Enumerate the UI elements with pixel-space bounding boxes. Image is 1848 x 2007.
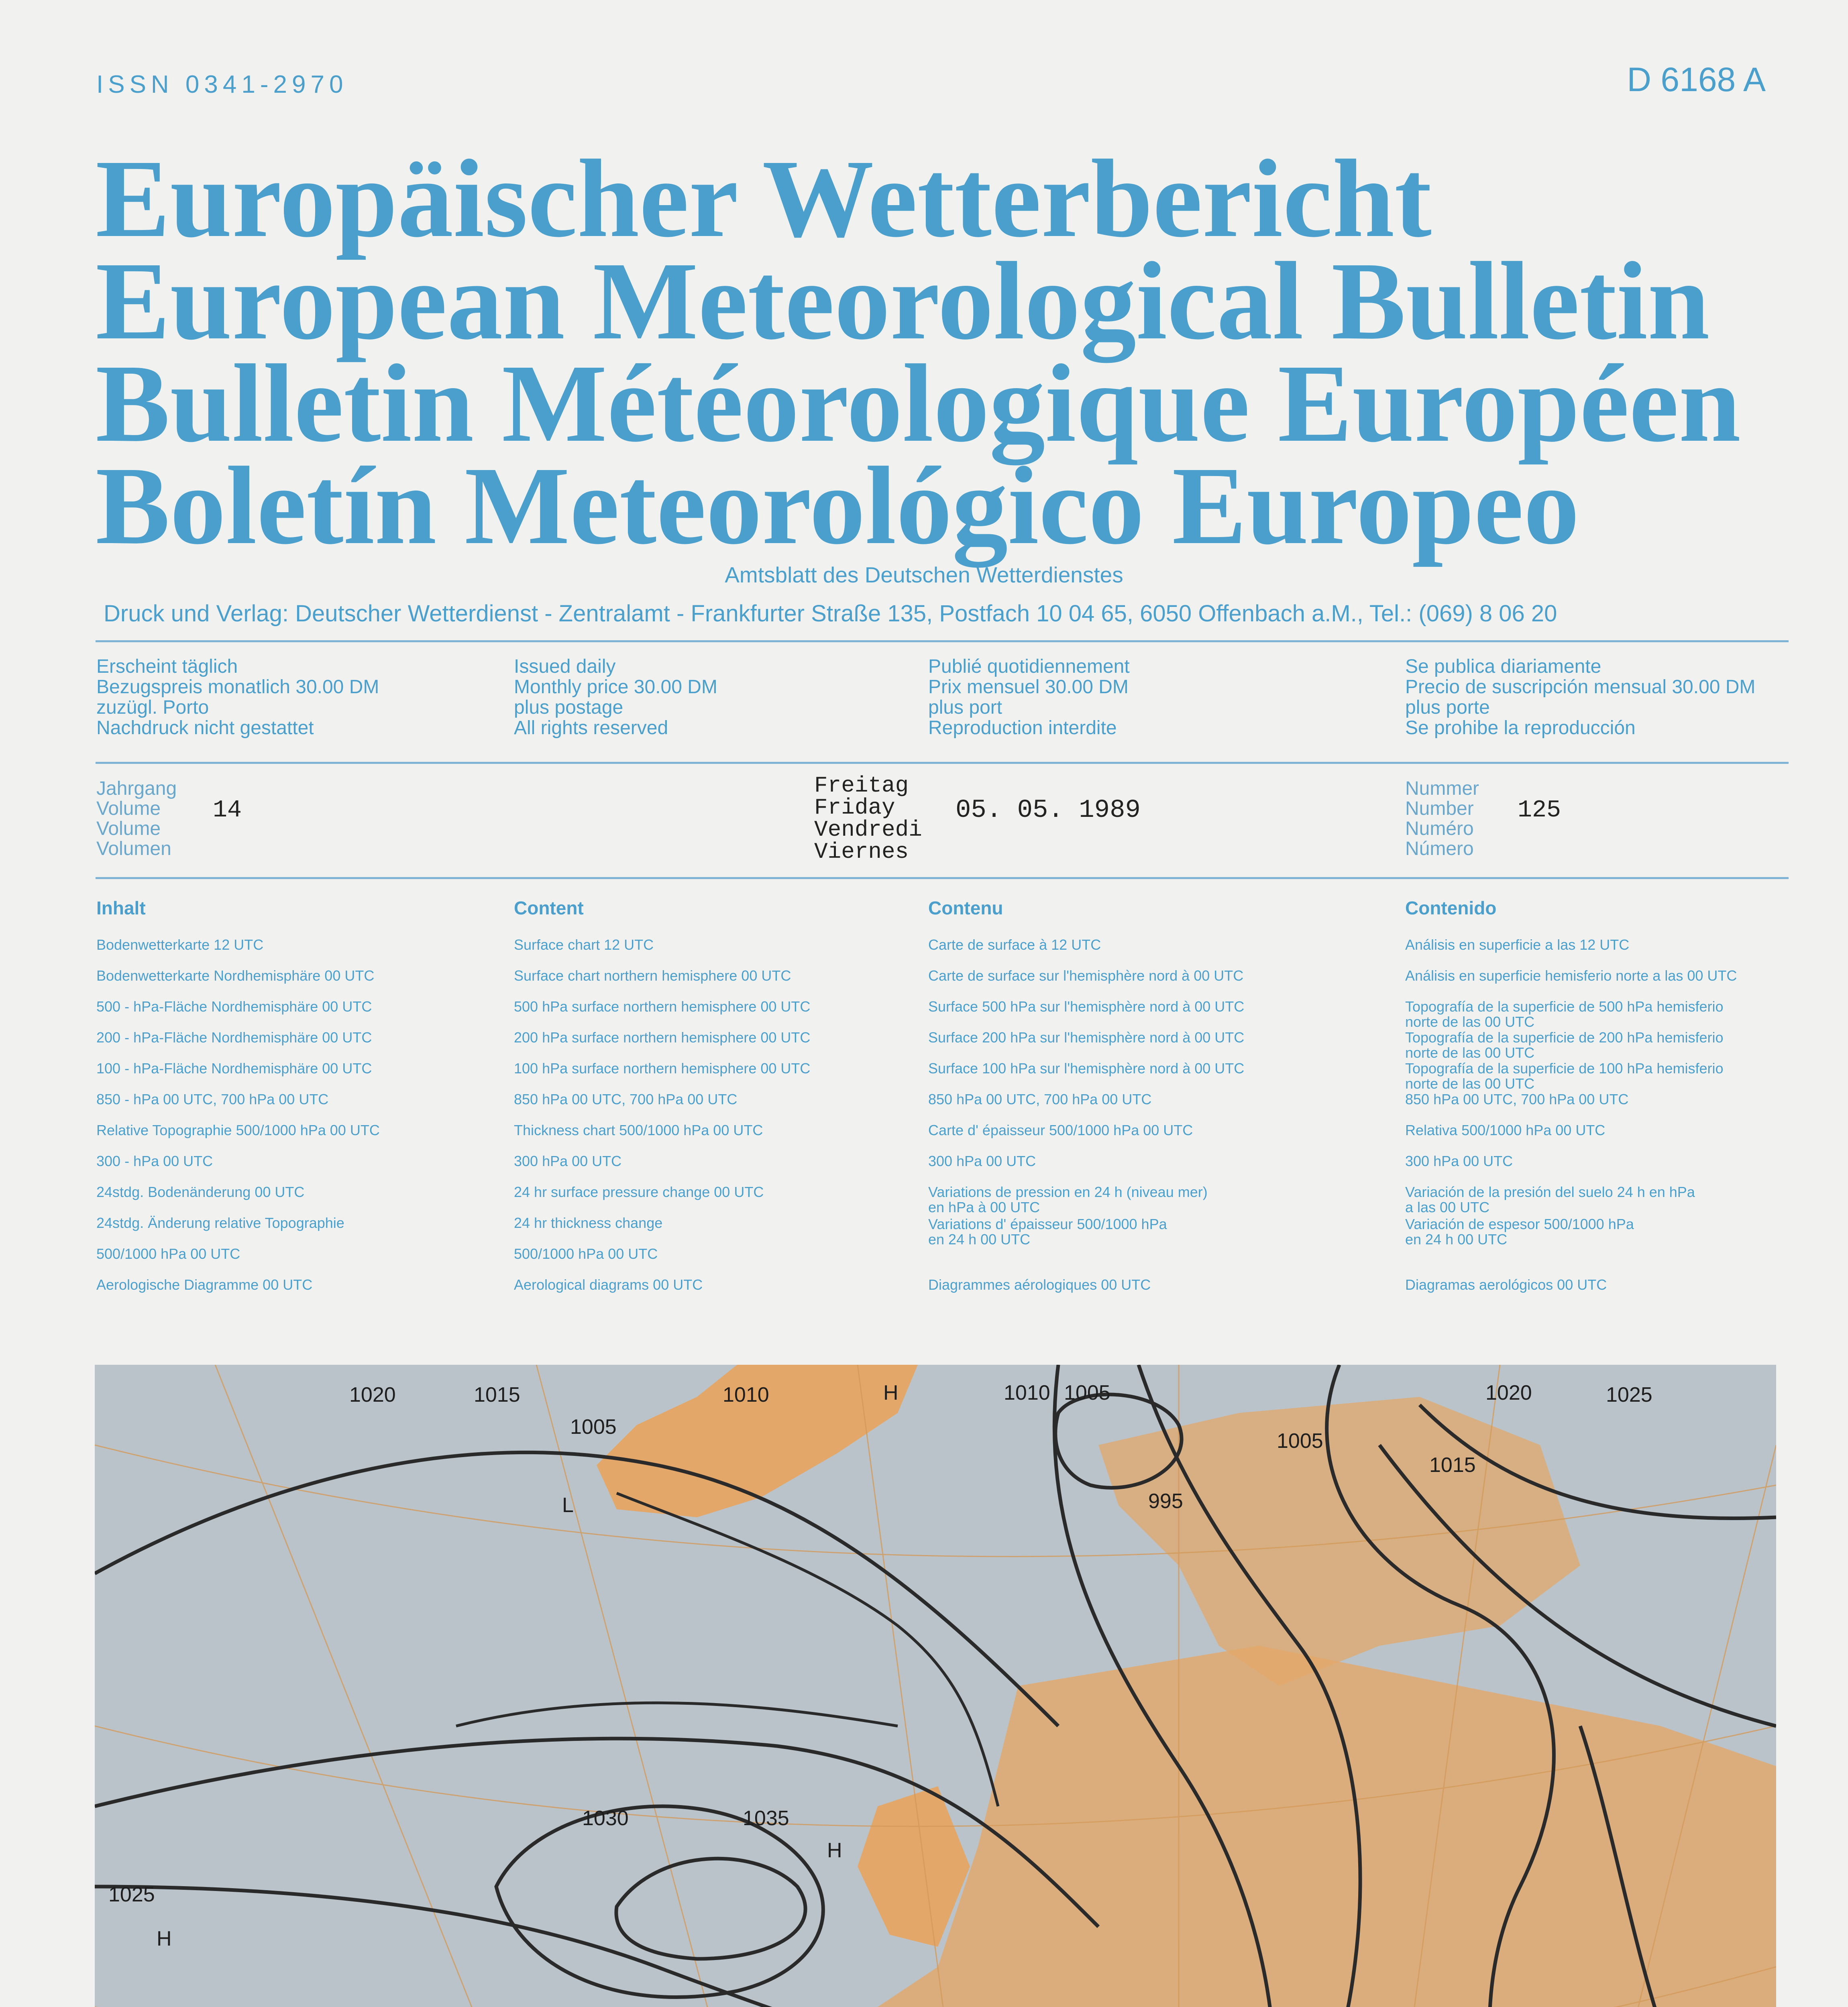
scandinavia-land	[1098, 1397, 1580, 1686]
toc-item-spanish: Topografía de la superficie de 100 hPa hemisferio norte de las 00 UTC	[1405, 1060, 1724, 1092]
isobar-label: 1030	[582, 1807, 629, 1830]
toc-item-english: 24 hr thickness change	[514, 1215, 663, 1231]
isobar-label: 1015	[474, 1383, 520, 1407]
toc-item-english: 100 hPa surface northern hemisphere 00 UTC	[514, 1060, 811, 1077]
toc-item-english: Thickness chart 500/1000 hPa 00 UTC	[514, 1122, 763, 1138]
isobar-label: 1020	[1485, 1381, 1532, 1404]
info-english: Issued daily Monthly price 30.00 DM plus postage All rights reserved	[514, 656, 717, 739]
toc-item-spanish: Variación de espesor 500/1000 hPa en 24 h 00 UTC	[1405, 1216, 1634, 1248]
toc-item-english: 24 hr surface pressure change 00 UTC	[514, 1184, 764, 1200]
number-value: 125	[1518, 797, 1561, 824]
map-drawing	[95, 1365, 1776, 2007]
isobar-label: H	[827, 1839, 842, 1862]
volume-value: 14	[213, 797, 242, 824]
isobar-label: 1005	[570, 1415, 617, 1439]
toc-item-english: Aerological diagrams 00 UTC	[514, 1276, 703, 1293]
toc-item-french: 850 hPa 00 UTC, 700 hPa 00 UTC	[928, 1091, 1152, 1107]
date: 05. 05. 1989	[956, 796, 1141, 825]
surface-chart-map	[95, 1365, 1776, 2007]
toc-item-german: 500/1000 hPa 00 UTC	[96, 1246, 240, 1262]
title-french: Bulletin Météorologique Européen	[96, 342, 1741, 465]
toc-item-spanish: Análisis en superficie a las 12 UTC	[1405, 936, 1630, 953]
toc-item-spanish: Análisis en superficie hemisferio norte a las 00 UTC	[1405, 967, 1737, 984]
toc-item-english: 300 hPa 00 UTC	[514, 1153, 622, 1169]
toc-item-german: 24stdg. Änderung relative Topographie	[96, 1215, 344, 1231]
isobar-label: 1025	[1606, 1383, 1652, 1407]
contents-heading-german: Inhalt	[96, 898, 146, 918]
isobar-label: 1025	[108, 1883, 155, 1906]
title-spanish: Boletín Meteorológico Europeo	[96, 444, 1579, 568]
isobar-label: H	[157, 1927, 172, 1950]
divider	[96, 762, 1789, 764]
toc-item-french: Surface 100 hPa sur l'hemisphère nord à 00 UTC	[928, 1060, 1245, 1077]
volume-label: Jahrgang Volume Volume Volumen	[96, 778, 177, 859]
toc-item-english: 500/1000 hPa 00 UTC	[514, 1246, 658, 1262]
contents-heading-english: Content	[514, 898, 584, 918]
toc-item-german: 500 - hPa-Fläche Nordhemisphäre 00 UTC	[96, 998, 372, 1015]
toc-item-spanish: Relativa 500/1000 hPa 00 UTC	[1405, 1122, 1606, 1138]
toc-item-spanish: Diagramas aerológicos 00 UTC	[1405, 1276, 1607, 1293]
toc-item-german: 850 - hPa 00 UTC, 700 hPa 00 UTC	[96, 1091, 329, 1107]
issn: ISSN 0341-2970	[96, 71, 348, 98]
toc-item-german: 24stdg. Bodenänderung 00 UTC	[96, 1184, 305, 1200]
toc-item-english: 200 hPa surface northern hemisphere 00 UTC	[514, 1029, 811, 1046]
isobar-label: 995	[1148, 1490, 1183, 1513]
contents-heading-french: Contenu	[928, 898, 1003, 918]
toc-item-spanish: 300 hPa 00 UTC	[1405, 1153, 1513, 1169]
publisher-line: Druck und Verlag: Deutscher Wetterdienst - Zentralamt - Frankfurter Straße 135, Postfach 10 04 65, 6050 Offenbach a.M., Tel.: (069) 8 06 20	[104, 600, 1557, 627]
toc-item-english: Surface chart northern hemisphere 00 UTC	[514, 967, 791, 984]
toc-item-spanish: Topografía de la superficie de 500 hPa hemisferio norte de las 00 UTC	[1405, 998, 1724, 1030]
toc-item-german: 300 - hPa 00 UTC	[96, 1153, 213, 1169]
isobar-label: 1005	[1277, 1429, 1323, 1453]
toc-item-german: 200 - hPa-Fläche Nordhemisphäre 00 UTC	[96, 1029, 372, 1046]
title-english: European Meteorological Bulletin	[96, 239, 1710, 363]
divider	[96, 877, 1789, 879]
title-german: Europäischer Wetterbericht	[96, 137, 1432, 261]
number-label: Nummer Number Numéro Número	[1405, 778, 1479, 859]
toc-item-french: 300 hPa 00 UTC	[928, 1153, 1036, 1169]
toc-item-german: Aerologische Diagramme 00 UTC	[96, 1276, 313, 1293]
toc-item-french: Carte d' épaisseur 500/1000 hPa 00 UTC	[928, 1122, 1193, 1138]
toc-item-spanish: Variación de la presión del suelo 24 h en hPa a las 00 UTC	[1405, 1184, 1695, 1215]
isobar-label: 1035	[743, 1807, 789, 1830]
isobar-label: 1010	[723, 1383, 769, 1407]
publication-code: D 6168 A	[1627, 61, 1766, 98]
toc-item-french: Carte de surface sur l'hemisphère nord à 00 UTC	[928, 967, 1244, 984]
toc-item-french: Carte de surface à 12 UTC	[928, 936, 1101, 953]
day-label: Freitag Friday Vendredi Viernes	[814, 773, 922, 865]
toc-item-english: 500 hPa surface northern hemisphere 00 UTC	[514, 998, 811, 1015]
info-french: Publié quotidiennement Prix mensuel 30.00 DM plus port Reproduction interdite	[928, 656, 1130, 739]
toc-item-spanish: Topografía de la superficie de 200 hPa hemisferio norte de las 00 UTC	[1405, 1029, 1724, 1061]
toc-item-french: Surface 200 hPa sur l'hemisphère nord à 00 UTC	[928, 1029, 1245, 1046]
toc-item-spanish: 850 hPa 00 UTC, 700 hPa 00 UTC	[1405, 1091, 1629, 1107]
toc-item-french: Surface 500 hPa sur l'hemisphère nord à 00 UTC	[928, 998, 1245, 1015]
toc-item-german: Relative Topographie 500/1000 hPa 00 UTC	[96, 1122, 380, 1138]
toc-item-german: Bodenwetterkarte 12 UTC	[96, 936, 264, 953]
toc-item-german: 100 - hPa-Fläche Nordhemisphäre 00 UTC	[96, 1060, 372, 1077]
isobar-label: L	[562, 1494, 574, 1517]
toc-item-french: Variations d' épaisseur 500/1000 hPa en 24 h 00 UTC	[928, 1216, 1167, 1248]
info-german: Erscheint täglich Bezugspreis monatlich 30.00 DM zuzügl. Porto Nachdruck nicht gestattet	[96, 656, 379, 739]
isobar-label: 1010	[1004, 1381, 1050, 1404]
isobar-label: 1020	[349, 1383, 396, 1407]
toc-item-english: Surface chart 12 UTC	[514, 936, 654, 953]
isobar-label: 1005	[1064, 1381, 1110, 1404]
toc-item-english: 850 hPa 00 UTC, 700 hPa 00 UTC	[514, 1091, 738, 1107]
divider	[96, 640, 1789, 642]
toc-item-french: Variations de pression en 24 h (niveau mer) en hPa à 00 UTC	[928, 1184, 1208, 1215]
info-spanish: Se publica diariamente Precio de suscripción mensual 30.00 DM plus porte Se prohibe la reproducción	[1405, 656, 1756, 739]
toc-item-german: Bodenwetterkarte Nordhemisphäre 00 UTC	[96, 967, 375, 984]
contents-heading-spanish: Contenido	[1405, 898, 1497, 918]
toc-item-french: Diagrammes aérologiques 00 UTC	[928, 1276, 1151, 1293]
isobar-label: H	[883, 1381, 899, 1404]
amtsblatt: Amtsblatt des Deutschen Wetterdienstes	[725, 562, 1123, 587]
isobar-label: 1015	[1429, 1453, 1476, 1477]
